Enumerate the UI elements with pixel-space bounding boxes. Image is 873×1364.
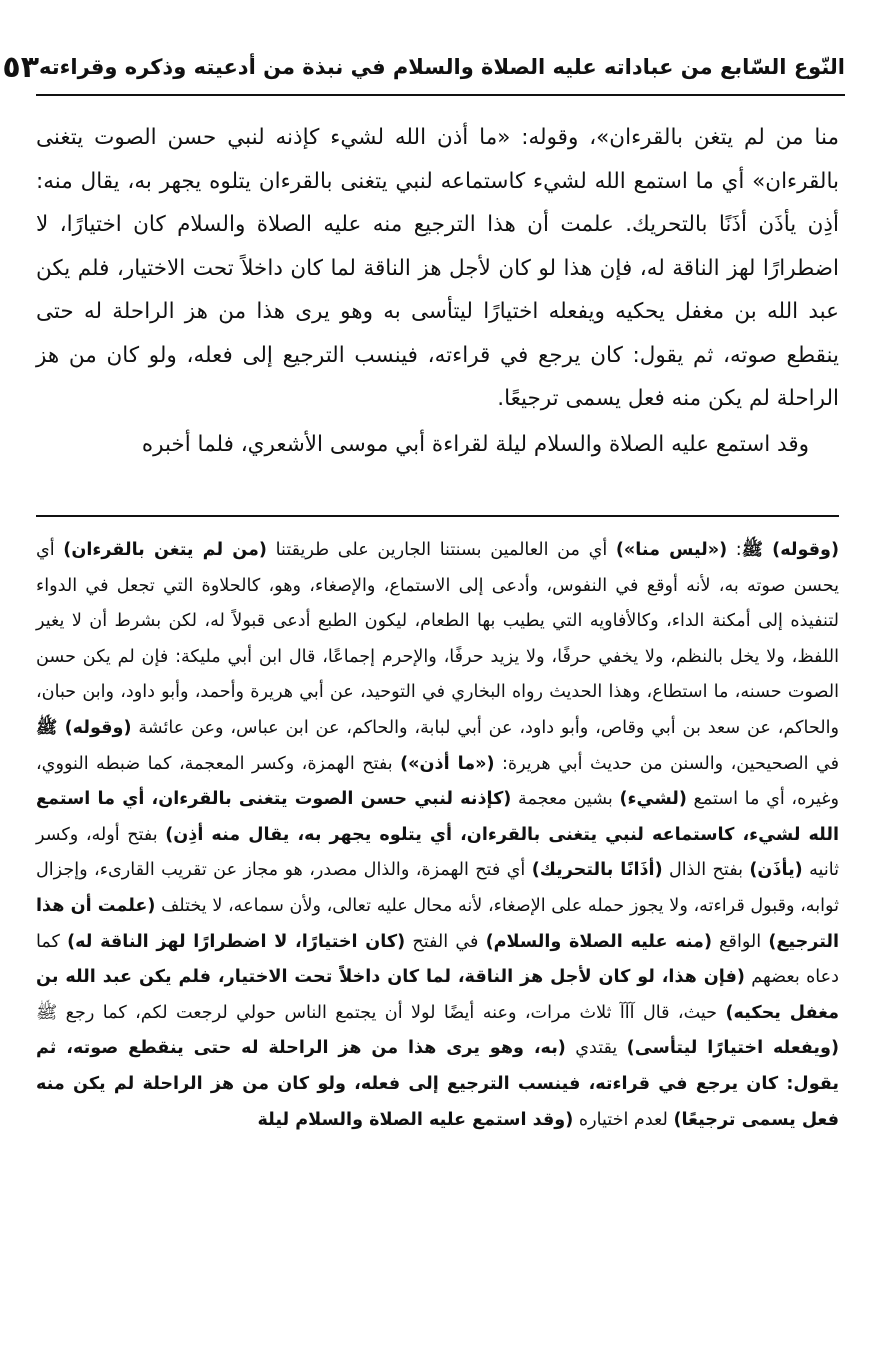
page-number: ٥٣ — [2, 49, 40, 85]
quoted-text-segment: (وقوله) ﷺ — [741, 540, 840, 560]
commentary-segment: : — [727, 540, 742, 560]
main-paragraph: منا من لم يتغن بالقرءان»، وقوله: «ما أذن الله لشيء كإذنه لنبي حسن الصوت يتغنى بالقرءان» أي ما استمع الله لشيء كاستماعه لنبي يتغنى بالقرءان يتلوه يجهر به، يقال منه: أذِن يأذَن أذَنًا بالتحريك. علمت أن هذا الترجيع منه عليه الصلاة والسلام كان اختيارًا، لا اضطرارًا لهز الناقة له، فإن هذا لو كان لأجل هز الناقة لما كان داخلاً تحت الاختيار، فلم يكن عبد الله بن مغفل يحكيه ويفعله اختيارًا ليتأسى به وهو يرى هذا من هز الراحلة له حتى ينقطع صوته، ثم يقول: كان يرجع في قراءته، فينسب الترجيع إلى فعله، ولو كان من هز الراحلة لم يكن منه فعل يسمى ترجيعًا. — [36, 125, 839, 411]
quoted-text-segment: (ويفعله اختيارًا ليتأسى) — [626, 1038, 840, 1059]
commentary-segment: في الفتح — [405, 931, 486, 952]
commentary-segment: في الصحيحين، والسنن من حديث أبي هريرة: — [494, 753, 840, 774]
main-text — [36, 116, 839, 466]
header-title: النّوع السّابع من عباداته عليه الصلاة والسلام في نبذة من أدعيته وذكره وقراءته — [39, 55, 845, 79]
footnote-divider — [36, 515, 839, 517]
quoted-text-segment: (كإذنه لنبي حسن الصوت يتغنى بالقرءان، أي ما استمع الله لشيء، كاستماعه لنبي يتغنى بالقرءان، أي يتلوه يجهر به، يقال منه أذِن) — [36, 789, 840, 845]
commentary-segment: كما دعاه بعضهم — [36, 931, 839, 988]
main-paragraph: وقد استمع عليه الصلاة والسلام ليلة لقراءة أبي موسى الأشعري، فلما أخبره — [141, 431, 809, 457]
commentary-paragraph — [36, 533, 839, 1138]
commentary-segment: بفتح الذال — [662, 860, 750, 881]
quoted-text-segment: (فإن هذا، لو كان لأجل هز الناقة، لما كان داخلاً تحت الاختيار، فلم يكن عبد الله بن مغفل يحكيه) — [36, 967, 839, 1023]
commentary-segment: بشين معجمة — [511, 789, 620, 810]
commentary-segment: أي يحسن صوته به، لأنه أوقع في النفوس، وأدعى إلى الاستماع، والإصغاء، وهو، كالحلاوة التي تجعل في الدواء لتنفيذه إلى أمكنة الداء، وكالأفاويه التي يطيب بها الطعام، ليكون الطبع أدعى قبولاً له، لكن بشرط أن لا يغير اللفظ، ولا يخل بالنظم، ولا يخفي حرفًا، ولا يزيد حرفًا، والإحرم إجماعًا، قال ابن أبي مليكة: فإن لم يكن حسن الصوت حسنه، ما استطاع، وهذا الحديث رواه البخاري في التوحيد، عن أبي هريرة وأحمد، وأبو داود، وابن حبان، والحاكم، عن سعد بن أبي وقاص، وأبو داود، عن أبي لبابة، والحاكم، عن ابن عباس، وعن عائشة — [36, 540, 839, 738]
commentary-segment: يقتدي — [565, 1038, 627, 1059]
quoted-text-segment: (وقد استمع عليه الصلاة والسلام ليلة — [257, 1109, 574, 1130]
commentary-segment: أي فتح الهمزة، والذال مصدر، هو مجاز عن تقريب القارىء، وإجزال ثوابه، وقبول قراءته، ولا يجوز حمله على الإصغاء، لأنه محال عليه تعالى، ولأن سماعه، لا يختلف — [36, 860, 839, 916]
commentary-segment: بفتح أوله، وكسر ثانيه — [36, 824, 839, 881]
commentary-segment: حيث، قال آآآ ثلاث مرات، وعنه أيضًا لولا أن يجتمع الناس حولي لرجعت لكم، كما رجع ﷺ — [36, 1002, 726, 1023]
quoted-text-segment: (يأذَن) — [749, 860, 803, 881]
commentary-segment: لعدم اختياره — [573, 1109, 674, 1130]
quoted-text-segment: (أذَانًا بالتحريك) — [531, 860, 663, 881]
quoted-text-segment: (لشيء) — [619, 789, 687, 810]
quoted-text-segment: (من لم يتغن بالقرءان) — [63, 540, 267, 560]
quoted-text-segment: (به، وهو يرى هذا من هز الراحلة له حتى ينقطع صوته، ثم يقول: كان يرجع في قراءته، فينسب الترجيع إلى فعله، ولو كان من هز الراحلة لم يكن منه فعل يسمى ترجيعًا) — [36, 1038, 839, 1130]
quoted-text-segment: (وقوله) ﷺ — [36, 717, 132, 738]
quoted-text-segment: (منه عليه الصلاة والسلام) — [485, 931, 712, 952]
commentary-segment: بفتح الهمزة، وكسر المعجمة، كما ضبطه النووي، وغيره، أي ما استمع — [36, 753, 840, 810]
quoted-text-segment: (كان اختيارًا، لا اضطرارًا لهز الناقة له) — [67, 931, 406, 952]
commentary-segment: الواقع — [712, 931, 769, 952]
quoted-text-segment: («ليس منا») — [615, 540, 728, 560]
quoted-text-segment: («ما أذن») — [400, 753, 495, 774]
commentary-text — [36, 533, 839, 1138]
running-header — [2, 40, 845, 96]
commentary-segment: أي من العالمين بسنتنا الجارين على طريقتنا — [266, 540, 616, 560]
quoted-text-segment: (علمت أن هذا الترجيع) — [36, 895, 840, 952]
